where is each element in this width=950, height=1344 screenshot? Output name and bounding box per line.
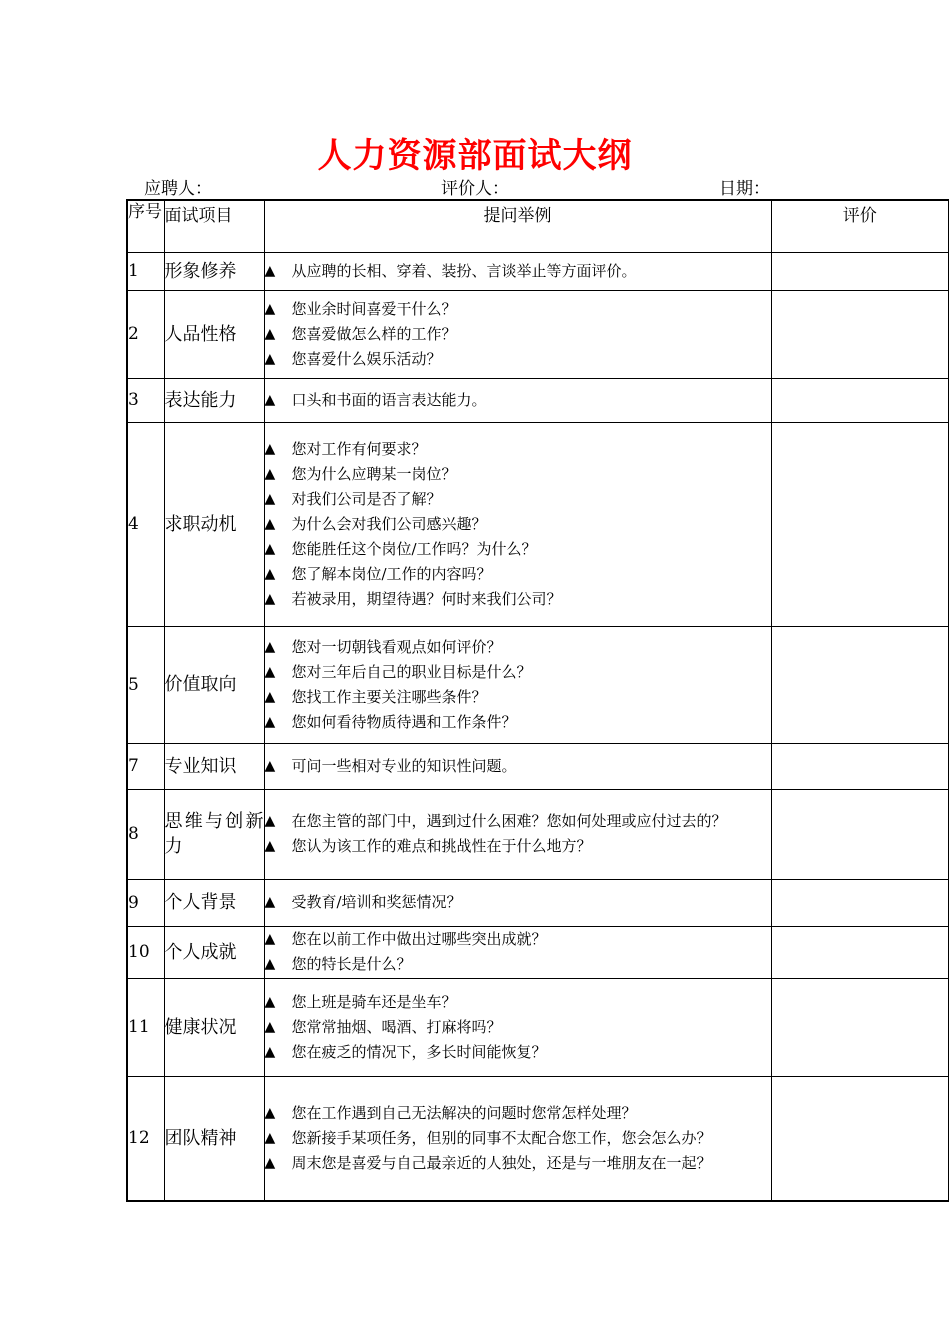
table-header-row	[127, 200, 949, 252]
list-item	[265, 710, 771, 735]
evaluation-cell[interactable]	[771, 252, 949, 290]
triangle-bullet-icon: ▲	[264, 931, 276, 947]
question-examples	[264, 378, 771, 422]
question-text: 受教育/培训和奖惩情况？	[291, 893, 462, 911]
row-number: 9	[127, 879, 164, 926]
interview-item: 形象修养	[164, 252, 264, 290]
evaluator-label: 评价人：	[441, 179, 509, 199]
row-number: 3	[127, 378, 164, 422]
question-list	[265, 297, 771, 372]
triangle-bullet-icon: ▲	[264, 813, 276, 829]
evaluation-cell[interactable]	[771, 879, 949, 926]
triangle-bullet-icon: ▲	[264, 688, 276, 705]
triangle-bullet-icon: ▲	[264, 1043, 276, 1060]
list-item	[265, 512, 771, 537]
interview-item: 团队精神	[164, 1076, 264, 1201]
question-examples	[264, 978, 771, 1076]
row-number: 10	[127, 926, 164, 978]
question-text: 您为什么应聘某一岗位？	[291, 464, 457, 483]
list-item	[265, 660, 771, 685]
triangle-bullet-icon: ▲	[264, 350, 276, 367]
row-number: 8	[127, 789, 164, 879]
triangle-bullet-icon: ▲	[264, 1104, 276, 1121]
question-examples	[264, 789, 771, 879]
list-item	[265, 952, 771, 977]
question-text: 您的特长是什么？	[291, 955, 412, 973]
question-text: 您常常抽烟、喝酒、打麻将吗？	[291, 1017, 502, 1036]
question-list	[265, 635, 771, 735]
list-item	[265, 1015, 771, 1040]
interview-item: 人品性格	[164, 290, 264, 378]
row-number: 11	[127, 978, 164, 1076]
list-item	[265, 562, 771, 587]
triangle-bullet-icon: ▲	[264, 1129, 276, 1146]
question-text: 从应聘的长相、穿着、装扮、言谈举止等方面评价。	[291, 261, 637, 280]
table-row	[127, 1076, 949, 1201]
header-item: 面试项目	[164, 200, 264, 252]
question-text: 您能胜任这个岗位/工作吗？为什么？	[291, 539, 537, 558]
list-item	[265, 1040, 771, 1065]
header-questions: 提问举例	[264, 200, 771, 252]
list-item	[265, 635, 771, 660]
list-item	[265, 297, 771, 322]
evaluation-cell[interactable]	[771, 422, 949, 626]
interview-item: 表达能力	[164, 378, 264, 422]
row-number: 1	[127, 252, 164, 290]
triangle-bullet-icon: ▲	[264, 540, 276, 557]
row-number: 2	[127, 290, 164, 378]
question-text: 您对三年后自己的职业目标是什么？	[291, 662, 532, 681]
triangle-bullet-icon: ▲	[264, 638, 276, 655]
list-item	[265, 754, 771, 779]
row-number: 5	[127, 626, 164, 743]
list-item	[265, 1101, 771, 1126]
triangle-bullet-icon: ▲	[264, 838, 276, 854]
interview-item: 健康状况	[164, 978, 264, 1076]
triangle-bullet-icon: ▲	[264, 713, 276, 730]
list-item	[265, 685, 771, 710]
table-row	[127, 422, 949, 626]
question-examples	[264, 252, 771, 290]
evaluation-cell[interactable]	[771, 743, 949, 789]
question-list	[265, 388, 771, 413]
table-row	[127, 290, 949, 378]
interview-item: 价值取向	[164, 626, 264, 743]
question-text: 对我们公司是否了解？	[291, 489, 442, 508]
list-item	[265, 537, 771, 562]
interview-item: 个人背景	[164, 879, 264, 926]
evaluation-cell[interactable]	[771, 626, 949, 743]
triangle-bullet-icon: ▲	[264, 663, 276, 680]
triangle-bullet-icon: ▲	[264, 956, 276, 972]
question-examples	[264, 926, 771, 978]
triangle-bullet-icon: ▲	[264, 490, 276, 507]
question-list	[265, 437, 771, 612]
question-examples	[264, 422, 771, 626]
question-text: 您喜爱做怎么样的工作？	[291, 324, 457, 343]
question-text: 您新接手某项任务，但别的同事不太配合您工作，您会怎么办？	[291, 1128, 712, 1147]
list-item	[265, 437, 771, 462]
table-row	[127, 743, 949, 789]
interview-item: 求职动机	[164, 422, 264, 626]
table-body	[127, 252, 949, 1201]
question-text: 您在疲乏的情况下，多长时间能恢复？	[291, 1042, 547, 1061]
interview-item: 思维与创新力	[164, 789, 264, 879]
interview-item: 个人成就	[164, 926, 264, 978]
list-item	[265, 1151, 771, 1176]
triangle-bullet-icon: ▲	[264, 465, 276, 482]
question-text: 周末您是喜爱与自己最亲近的人独处，还是与一堆朋友在一起？	[291, 1153, 712, 1172]
question-examples	[264, 626, 771, 743]
list-item	[265, 462, 771, 487]
evaluation-cell[interactable]	[771, 1076, 949, 1201]
question-text: 您业余时间喜爱干什么？	[291, 299, 457, 318]
triangle-bullet-icon: ▲	[264, 590, 276, 607]
question-list	[265, 927, 771, 977]
header-evaluation: 评价	[771, 200, 949, 252]
question-list	[265, 259, 771, 284]
question-list	[265, 890, 771, 915]
applicant-label: 应聘人：	[144, 179, 212, 199]
row-number: 12	[127, 1076, 164, 1201]
question-text: 您喜爱什么娱乐活动？	[291, 349, 442, 368]
question-examples	[264, 290, 771, 378]
triangle-bullet-icon: ▲	[264, 300, 276, 317]
question-text: 您找工作主要关注哪些条件？	[291, 687, 487, 706]
question-list	[265, 754, 771, 779]
list-item	[265, 809, 771, 834]
triangle-bullet-icon: ▲	[264, 391, 276, 408]
table-row	[127, 879, 949, 926]
question-examples	[264, 1076, 771, 1201]
list-item	[265, 1126, 771, 1151]
list-item	[265, 890, 771, 915]
triangle-bullet-icon: ▲	[264, 993, 276, 1010]
question-text: 在您主管的部门中，遇到过什么困难？您如何处理或应付过去的？	[291, 812, 727, 830]
question-text: 口头和书面的语言表达能力。	[291, 390, 487, 409]
table-row	[127, 252, 949, 290]
table-row	[127, 626, 949, 743]
list-item	[265, 927, 771, 952]
list-item	[265, 347, 771, 372]
table-row	[127, 926, 949, 978]
list-item	[265, 388, 771, 413]
triangle-bullet-icon: ▲	[264, 325, 276, 342]
triangle-bullet-icon: ▲	[264, 1018, 276, 1035]
evaluation-cell[interactable]	[771, 789, 949, 879]
triangle-bullet-icon: ▲	[264, 515, 276, 532]
evaluation-cell[interactable]	[771, 978, 949, 1076]
date-label: 日期：	[719, 179, 770, 199]
list-item	[265, 487, 771, 512]
header-no: 序号	[127, 200, 164, 252]
list-item	[265, 990, 771, 1015]
list-item	[265, 259, 771, 284]
question-list	[265, 809, 771, 859]
evaluation-cell[interactable]	[771, 926, 949, 978]
question-text: 您对一切朝钱看观点如何评价？	[291, 637, 502, 656]
row-number: 4	[127, 422, 164, 626]
list-item	[265, 587, 771, 612]
question-examples	[264, 879, 771, 926]
question-text: 为什么会对我们公司感兴趣？	[291, 514, 487, 533]
table-row	[127, 789, 949, 879]
question-text: 若被录用，期望待遇？何时来我们公司？	[291, 589, 562, 608]
interview-outline-table	[126, 199, 949, 1202]
question-text: 您了解本岗位/工作的内容吗？	[291, 564, 492, 583]
question-text: 可问一些相对专业的知识性问题。	[291, 756, 517, 775]
question-list	[265, 1101, 771, 1176]
page-title: 人力资源部面试大纲	[317, 136, 633, 176]
question-list	[265, 990, 771, 1065]
row-number: 7	[127, 743, 164, 789]
question-text: 您在工作遇到自己无法解决的问题时您常怎样处理？	[291, 1103, 637, 1122]
interview-item: 专业知识	[164, 743, 264, 789]
triangle-bullet-icon: ▲	[264, 565, 276, 582]
question-text: 您对工作有何要求？	[291, 439, 427, 458]
evaluation-cell[interactable]	[771, 290, 949, 378]
table-row	[127, 378, 949, 422]
triangle-bullet-icon: ▲	[264, 757, 276, 774]
question-examples	[264, 743, 771, 789]
triangle-bullet-icon: ▲	[264, 262, 276, 279]
evaluation-cell[interactable]	[771, 378, 949, 422]
triangle-bullet-icon: ▲	[264, 1154, 276, 1171]
table-row	[127, 978, 949, 1076]
question-text: 您认为该工作的难点和挑战性在于什么地方？	[291, 837, 592, 855]
question-text: 您在以前工作中做出过哪些突出成就？	[291, 930, 547, 948]
triangle-bullet-icon: ▲	[264, 440, 276, 457]
question-text: 您如何看待物质待遇和工作条件？	[291, 712, 517, 731]
list-item	[265, 834, 771, 859]
list-item	[265, 322, 771, 347]
triangle-bullet-icon: ▲	[264, 894, 276, 910]
question-text: 您上班是骑车还是坐车？	[291, 992, 457, 1011]
